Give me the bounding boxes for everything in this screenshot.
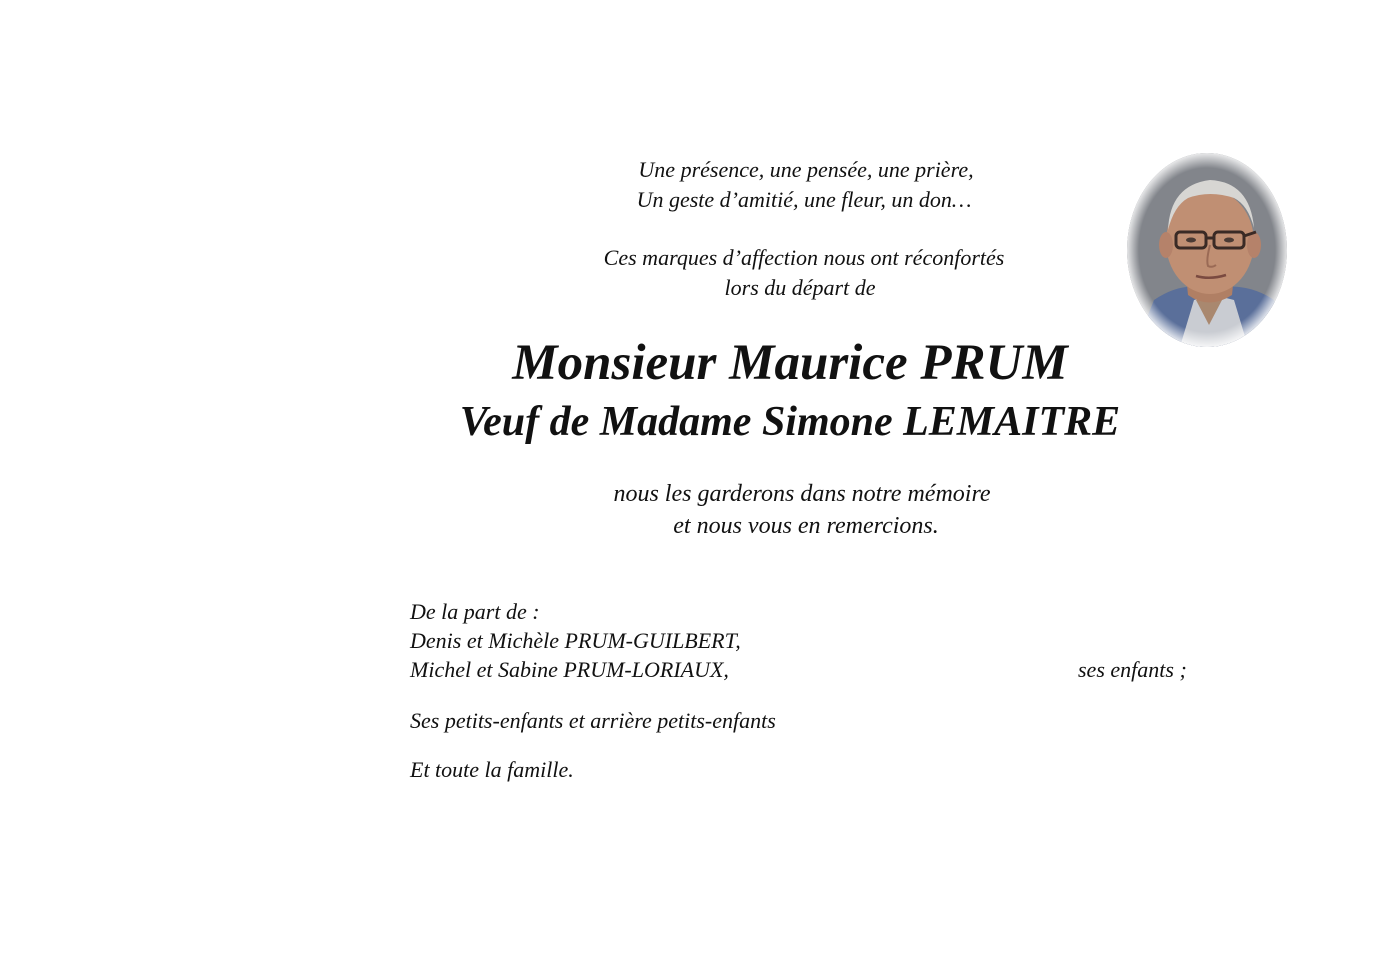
- relation-label: ses enfants ;: [1078, 657, 1187, 682]
- portrait-photo: [1124, 150, 1290, 350]
- family-member-1: Denis et Michèle PRUM-GUILBERT,: [410, 628, 741, 653]
- deceased-name: Monsieur Maurice PRUM: [512, 335, 1068, 391]
- signatories-intro: De la part de :: [410, 599, 540, 624]
- grandchildren-line: Ses petits-enfants et arrière petits-enfants: [410, 708, 776, 733]
- family-all-line: Et toute la famille.: [410, 757, 574, 782]
- thanks-line-1: nous les garderons dans notre mémoire: [613, 481, 991, 507]
- poem-line-3: Ces marques d’affection nous ont réconfortés: [603, 245, 1005, 270]
- family-member-2: Michel et Sabine PRUM-LORIAUX,: [410, 657, 729, 682]
- poem-line-2: Un geste d’amitié, une fleur, un don…: [636, 187, 972, 212]
- thanks-line-2: et nous vous en remercions.: [673, 513, 939, 539]
- poem-line-4: lors du départ de: [724, 275, 876, 300]
- deceased-subtitle: Veuf de Madame Simone LEMAITRE: [459, 399, 1121, 445]
- poem-line-1: Une présence, une pensée, une prière,: [638, 157, 974, 182]
